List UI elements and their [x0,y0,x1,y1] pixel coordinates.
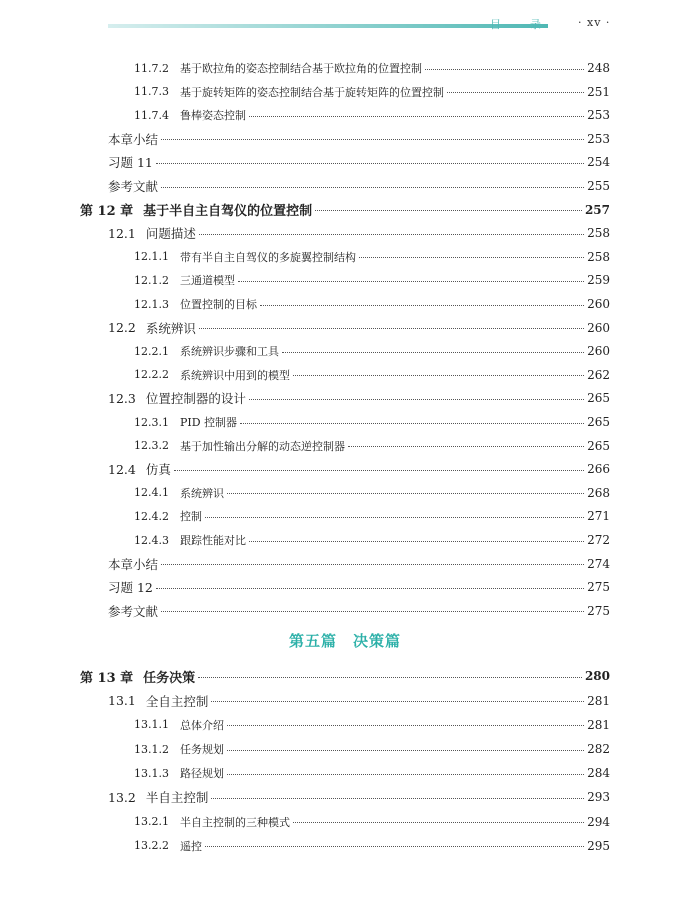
toc-entry[interactable] [108,577,610,597]
leader-dots [227,774,584,775]
leader-dots [425,69,584,70]
toc-subsection-entry[interactable] [134,365,610,385]
entry-title: 位置控制器的设计 [145,391,246,407]
entry-title: 问题描述 [145,226,196,242]
entry-page-number: 262 [587,367,610,382]
leader-dots [156,588,584,589]
entry-number: 13.2 [108,789,136,805]
entry-page-number: 281 [587,717,610,732]
entry-title: 基于旋转矩阵的姿态控制结合基于旋转矩阵的位置控制 [180,85,444,99]
toc-subsection-entry[interactable] [134,412,610,432]
leader-dots [174,470,584,471]
entry-number: 11.7.3 [134,85,169,99]
leader-dots [249,116,584,117]
entry-page-number: 282 [587,742,610,756]
toc-entry[interactable] [108,601,610,621]
entry-number: 11.7.4 [134,108,169,122]
entry-title: 位置控制的目标 [180,298,257,311]
leader-dots [161,564,584,565]
entry-title: PID 控制器 [180,416,238,429]
entry-title: 任务规划 [180,743,224,756]
entry-number: 13.2.2 [134,839,169,853]
entry-number: 12.1 [108,225,136,241]
entry-page-number: 253 [587,108,610,123]
entry-number: 12.4 [108,461,136,477]
leader-dots [282,352,584,353]
leader-dots [315,210,582,211]
entry-page-number: 295 [587,838,610,853]
entry-title: 习题 11 [108,155,153,171]
entry-page-number: 294 [587,814,610,829]
toc-subsection-entry[interactable] [134,812,610,832]
toc-entry[interactable] [108,152,610,172]
entry-page-number: 265 [587,438,610,453]
entry-number: 13.1.1 [134,718,169,732]
toc-entry[interactable] [108,176,610,196]
toc-section-entry[interactable] [108,223,610,243]
entry-number: 12.2.2 [134,368,169,382]
part-heading: 第五篇 决策篇 [288,632,401,651]
toc-subsection-entry[interactable] [134,247,610,267]
entry-number: 12.2.1 [134,344,169,358]
toc-entry[interactable] [108,129,610,149]
entry-page-number: 258 [587,226,610,241]
toc-subsection-entry[interactable] [134,739,610,759]
entry-number: 12.3 [108,390,136,406]
entry-title: 参考文献 [108,603,159,619]
leader-dots [293,375,584,376]
toc-subsection-entry[interactable] [134,483,610,503]
entry-page-number: 271 [587,509,610,524]
leader-dots [240,423,584,424]
entry-title: 基于欧拉角的姿态控制结合基于欧拉角的位置控制 [180,62,422,75]
toc-section-entry[interactable] [108,691,610,711]
entry-title: 本章小结 [108,131,159,147]
entry-number: 12.3.2 [134,439,169,453]
header-mark-right: 录 [530,18,541,31]
toc-subsection-entry[interactable] [134,763,610,783]
entry-page-number: 284 [587,766,610,781]
entry-page-number: 255 [587,179,610,193]
entry-page-number: 275 [587,580,610,595]
entry-page-number: 248 [587,61,610,75]
leader-dots [249,541,584,542]
entry-title: 半自主控制的三种模式 [180,815,290,829]
entry-title: 控制 [180,510,202,524]
entry-number: 12.4.3 [134,533,169,547]
entry-number: 13.2.1 [134,815,169,829]
entry-title: 半自主控制 [145,790,209,806]
leader-dots [156,163,584,164]
leader-dots [161,139,584,140]
entry-title: 遥控 [180,839,202,853]
toc-chapter-entry[interactable] [80,666,610,686]
toc-section-entry[interactable] [108,388,610,408]
entry-number: 12.2 [108,320,136,336]
entry-page-number: 260 [587,320,610,335]
entry-title: 仿真 [145,462,171,478]
toc-subsection-entry[interactable] [134,105,610,125]
entry-page-number: 254 [587,155,610,170]
entry-title: 系统辨识中用到的模型 [180,368,290,382]
entry-page-number: 268 [587,485,610,500]
entry-number: 12.1.2 [134,273,169,287]
entry-page-number: 257 [584,202,610,217]
entry-page-number: 265 [587,391,610,406]
header-mark-left: 目 [490,18,501,31]
entry-title: 路径规划 [180,767,224,781]
leader-dots [348,446,584,447]
entry-page-number: 260 [587,344,610,359]
entry-number: 13.1 [108,693,136,709]
leader-dots [447,92,584,93]
entry-number: 11.7.2 [134,61,169,75]
entry-page-number: 253 [587,131,610,146]
toc-subsection-entry[interactable] [134,294,610,314]
leader-dots [211,701,584,702]
entry-number: 12.1.3 [134,297,169,311]
entry-title: 系统辨识 [145,320,196,336]
entry-page-number: 260 [587,297,610,311]
entry-title: 参考文献 [108,179,159,194]
entry-page-number: 280 [584,669,610,684]
entry-title: 鲁棒姿态控制 [180,109,246,123]
leader-dots [260,305,584,306]
leader-dots [161,611,584,612]
entry-title: 跟踪性能对比 [180,534,246,547]
page-header [0,0,690,40]
entry-title: 系统辨识 [180,486,224,500]
toc-section-entry[interactable] [108,459,610,479]
leader-dots [293,822,584,823]
entry-number: 第 13 章 [80,670,134,686]
entry-page-number: 258 [587,249,610,264]
entry-title: 任务决策 [143,670,196,686]
leader-dots [227,725,584,726]
leader-dots [205,517,584,518]
entry-page-number: 275 [587,603,610,618]
entry-title: 习题 12 [108,580,153,596]
entry-page-number: 251 [587,84,610,99]
entry-number: 12.4.2 [134,509,169,523]
leader-dots [359,257,584,258]
entry-number: 12.1.1 [134,250,169,264]
toc-section-entry[interactable] [108,318,610,338]
toc-chapter-entry[interactable] [80,200,610,220]
toc-subsection-entry[interactable] [134,58,610,78]
entry-title: 本章小结 [108,556,159,572]
entry-page-number: 274 [587,556,610,571]
leader-dots [238,281,584,282]
page-number-roman: · xv · [578,16,611,29]
entry-number: 13.1.2 [134,742,169,756]
entry-title: 三通道模型 [180,274,235,288]
leader-dots [199,234,584,235]
toc-subsection-entry[interactable] [134,436,610,456]
leader-dots [161,187,584,188]
header-bar [108,24,548,28]
entry-title: 系统辨识步骤和工具 [180,345,279,359]
leader-dots [199,328,584,329]
entry-page-number: 272 [587,533,610,547]
entry-title: 总体介绍 [180,718,224,732]
leader-dots [249,399,584,400]
entry-title: 基于加性输出分解的动态逆控制器 [180,439,345,453]
entry-title: 带有半自主自驾仪的多旋翼控制结构 [180,250,356,264]
toc-subsection-entry[interactable] [134,82,610,102]
entry-page-number: 259 [587,273,610,288]
entry-title: 基于半自主自驾仪的位置控制 [143,204,313,220]
leader-dots [205,846,584,847]
entry-number: 12.3.1 [134,415,169,429]
entry-title: 全自主控制 [145,693,209,709]
entry-page-number: 281 [587,693,610,708]
toc-subsection-entry[interactable] [134,506,610,526]
toc-section-entry[interactable] [108,787,610,807]
entry-number: 13.1.3 [134,766,169,780]
leader-dots [198,677,582,678]
toc-subsection-entry[interactable] [134,836,610,856]
toc-subsection-entry[interactable] [134,341,610,361]
entry-page-number: 266 [587,462,610,477]
toc-subsection-entry[interactable] [134,530,610,550]
leader-dots [227,493,584,494]
toc-subsection-entry[interactable] [134,270,610,290]
leader-dots [227,750,584,751]
entry-number: 12.4.1 [134,486,169,500]
entry-number: 第 12 章 [80,204,134,220]
entry-page-number: 293 [587,790,610,805]
entry-page-number: 265 [587,415,610,429]
toc-subsection-entry[interactable] [134,715,610,735]
toc-entry[interactable] [108,554,610,574]
leader-dots [211,798,584,799]
